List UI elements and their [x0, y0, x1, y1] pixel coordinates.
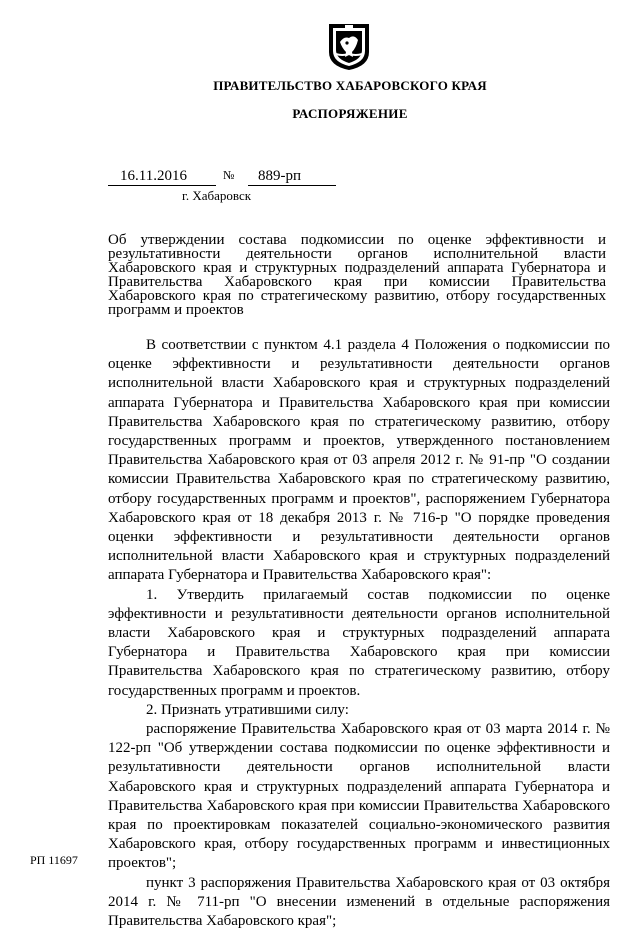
date-underline [108, 185, 216, 186]
item-1-paragraph: 1. Утвердить прилагаемый состав подкомиссии по оценке эффективности и результативности деятельности органов исполнительной власти Хабаровского края и структурных подразделений аппарата Губернатора и Правительства Хабаровского края при комиссии Правительства Хабаровского края по стратегическому развитию, отбору государственных программ и проектов. [108, 586, 610, 699]
item-2a-paragraph: распоряжение Правительства Хабаровского края от 03 марта 2014 г. № 122-рп "Об утверждении состава подкомиссии по оценке эффективности и результативности деятельности органов исполнительной власти Хабаровского края и структурных подразделений аппарата Губернатора и Правительства Хабаровского края при комиссии Правительства Хабаровского края по проектировкам показателей социально-экономического развития Хабаровского края, отбору государственных программ и инвестиционных проектов"; [108, 721, 610, 872]
number-sign: № [223, 168, 235, 182]
document-city: г. Хабаровск [182, 188, 252, 203]
government-title: ПРАВИТЕЛЬСТВО ХАБАРОВСКОГО КРАЯ [213, 78, 487, 93]
registry-code: РП 11697 [30, 853, 78, 867]
document-body [108, 336, 610, 931]
document-number: 889-рп [258, 168, 302, 184]
coat-of-arms-icon [326, 22, 372, 72]
item-2b-paragraph: пункт 3 распоряжения Правительства Хабаровского края от 03 октября 2014 г. № 711-рп "О внесении изменений в отдельные распоряжения Правительства Хабаровского края"; [108, 874, 610, 930]
number-underline [248, 185, 336, 186]
document-type: РАСПОРЯЖЕНИЕ [292, 106, 408, 121]
document-title: Об утверждении состава подкомиссии по оценке эффективности и результативности деятельности органов исполнительной власти Хабаровского края и структурных подразделений аппарата Губернатора и Правительства Хабаровского края при комиссии Правительства Хабаровского края по стратегическому развитию, отбору государственных программ и проектов [108, 232, 606, 318]
document-date: 16.11.2016 [120, 168, 187, 184]
item-2-paragraph: 2. Признать утратившими силу: [146, 701, 349, 718]
preamble-paragraph: В соответствии с пунктом 4.1 раздела 4 Положения о подкомиссии по оценке эффективности и результативности деятельности органов исполнительной власти Хабаровского края и структурных подразделений аппарата Губернатора и Правительства Хабаровского края при комиссии Правительства Хабаровского края по стратегическому развитию, отбору государственных программ и проектов, утвержденного постановлением Правительства Хабаровского края от 03 апреля 2012 г. № 91-пр "О создании комиссии Правительства Хабаровского края по стратегическому развитию, отбору государственных программ и проектов", распоряжением Губернатора Хабаровского края от 18 декабря 2013 г. № 716-р "О порядке проведения оценки эффективности и результативности деятельности органов исполнительной власти Хабаровского края и структурных подразделений аппарата Губернатора и Правительства Хабаровского края": [108, 337, 610, 584]
